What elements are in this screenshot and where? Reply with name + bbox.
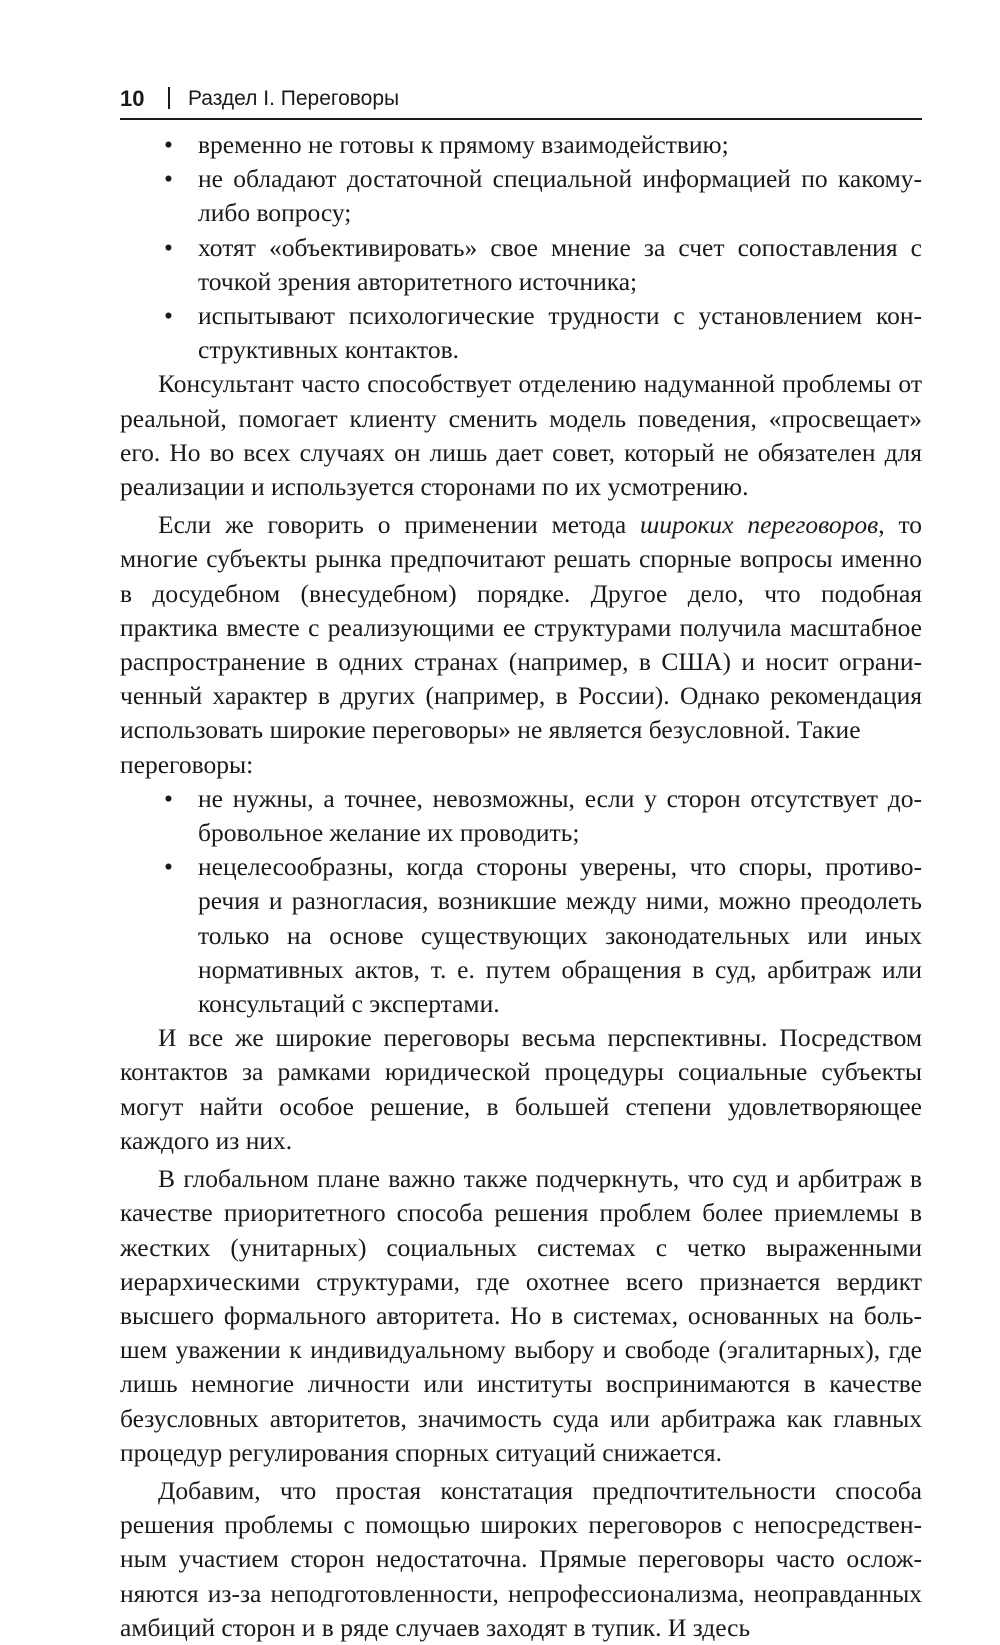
list-item: • временно не готовы к прямому взаимодействию;: [120, 128, 922, 162]
paragraph-text: , то многие субъекты рынка предпочитают решать спорные вопросы именно в досудебном (внесудебном) порядке. Другое дело, что подобная практика вместе с реализующими ее структурами получила масштабное распространение в одних странах (например, в США) и носит ограниченный характер в других (например, в России). Однако рекомендация использовать широкие переговоры» не является безусловной. Такие: [120, 510, 923, 745]
paragraph-broad-negotiations: [120, 508, 922, 747]
bullet-list-mid: [120, 782, 922, 1021]
list-item: • не нужны, а точнее, невозможны, если у сторон отсутствует добровольное желание их проводить;: [120, 782, 922, 850]
running-header: [120, 84, 922, 120]
paragraph-addition: Добавим, что простая констатация предпочтительности способа решения проблемы с помощью широких переговоров с непосредственным участием сторон недостаточна. Прямые переговоры часто осложняются из-за неподготовленности, непрофессионализма, неоправданных амбиций сторон и в ряде случаев заходят в тупик. И здесь: [120, 1475, 922, 1642]
list-item: • испытывают психологические трудности с установлением конструктивных контактов.: [120, 299, 922, 367]
paragraph-text: Если же говорить о применении метода: [158, 510, 640, 540]
header-separator: [168, 87, 170, 109]
paragraph-perspective: И все же широкие переговоры весьма перспективны. Посредством контактов за рамками юридической процедуры социальные субъекты могут найти особое решение, в большей степени удовлетворяющее каждого из них.: [120, 1023, 922, 1155]
list-item: • не обладают достаточной специальной информацией по какому-либо вопросу;: [120, 162, 922, 230]
body-text: [120, 128, 922, 1645]
paragraph-continuation: переговоры:: [120, 749, 254, 779]
bullet-list-top: [120, 128, 922, 367]
list-item: • нецелесообразны, когда стороны уверены, что споры, противоречия и разногласия, возникшие между ними, можно преодолеть только на основе существующих законодательных или иных нормативных актов, т. е. путем обращения в суд, арбитраж или консультаций с экспертами.: [120, 850, 922, 1021]
page-number: 10: [120, 86, 145, 111]
paragraph-consultant: Консультант часто способствует отделению надуманной проблемы от реальной, помогает клиенту сменить модель поведения, «просвещает» его. Но во всех случаях он лишь дает совет, который не обязателен для реализации и используется сторонами по их усмотрению.: [120, 369, 922, 502]
paragraph-global: В глобальном плане важно также подчеркнуть, что суд и арбитраж в качестве приоритетного способа решения проблем более приемлемы в жестких (унитарных) социальных системах с четко выраженными иерархическими структурами, где охотнее всего признается вердикт высшего формального авторитета. Но в системах, основанных на большем уважении к индивидуальному выбору и свободе (эгалитарных), где лишь немногие личности или институты воспринимаются в качестве безусловных авторитетов, значимость суда или арбитража как главных процедур регулирования спорных ситуаций снижается.: [120, 1164, 922, 1467]
list-item: • хотят «объективировать» свое мнение за счет сопоставления с точкой зрения авторитетного источника;: [120, 231, 922, 299]
italic-term: широких переговоров: [640, 510, 879, 540]
section-title: Раздел I. Переговоры: [188, 87, 400, 110]
